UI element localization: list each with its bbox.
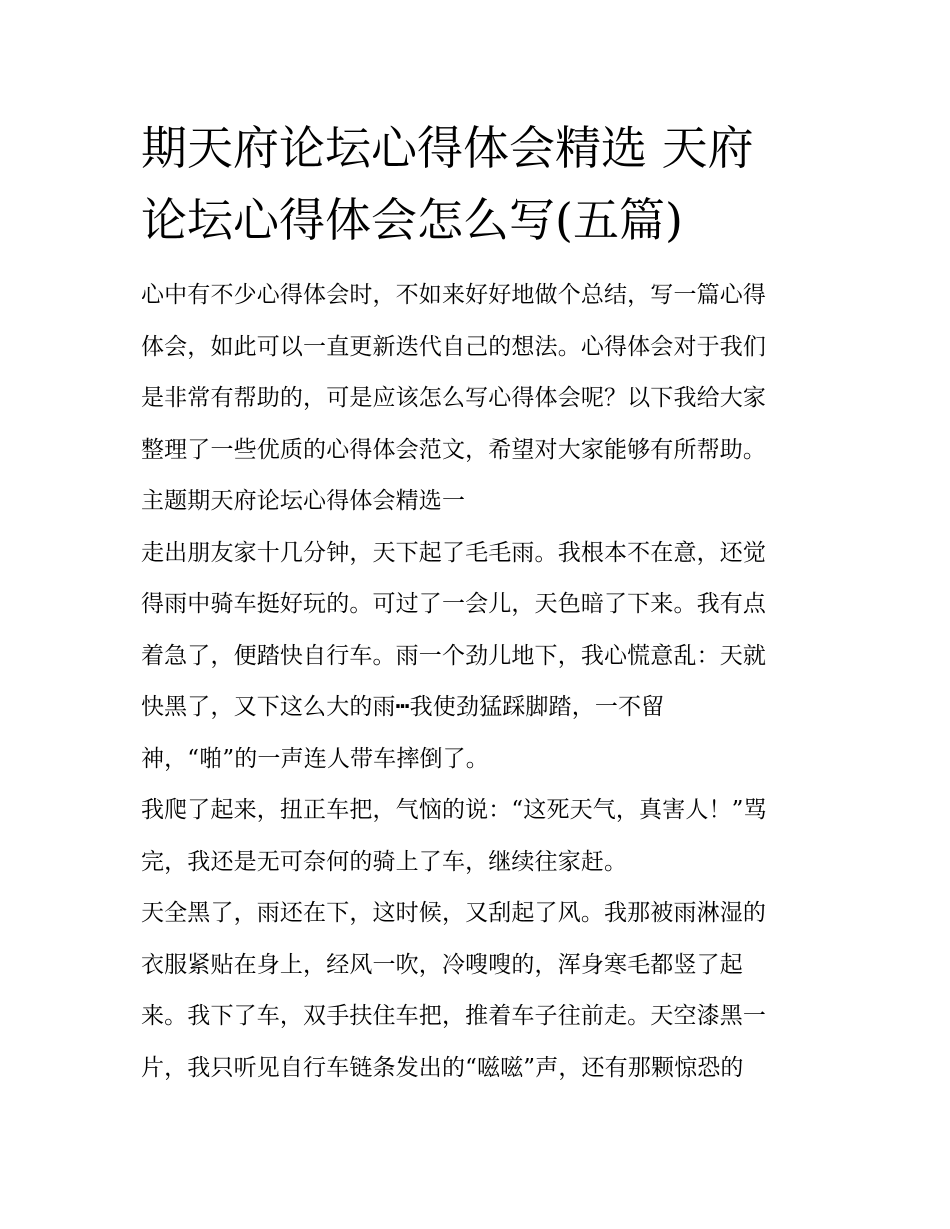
document-content [141, 112, 813, 1094]
body-line: 着急了，便踏快自行车。雨一个劲儿地下，我心慌意乱：天就 [141, 642, 767, 669]
body-line: 走出朋友家十几分钟，天下起了毛毛雨。我根本不在意，还觉 [141, 539, 767, 566]
body-line: 来。我下了车，双手扶住车把，推着车子往前走。天空漆黑一 [141, 1003, 767, 1029]
body-line: 整理了一些优质的心得体会范文，希望对大家能够有所帮助。 [141, 436, 767, 463]
body-line: 天全黑了，雨还在下，这时候，又刮起了风。我那被雨淋湿的 [141, 900, 767, 926]
body-line: 片，我只听见自行车链条发出的“嗞嗞”声，还有那颗惊恐的 [141, 1054, 744, 1081]
body-line: 衣服紧贴在身上，经风一吹，冷嗖嗖的，浑身寒毛都竖了起 [141, 951, 743, 978]
body-line: 快黑了，又下这么大的雨┅我使劲猛踩脚踏，一不留 [141, 694, 665, 720]
document-title [141, 112, 813, 256]
body-line: 心中有不少心得体会时，不如来好好地做个总结，写一篇心得 [141, 282, 767, 308]
body-line: 神，“啪”的一声连人带车摔倒了。 [141, 745, 489, 772]
document-body [141, 270, 813, 1094]
title-line: 论坛心得体会怎么写(五篇) [141, 193, 683, 247]
title-line: 期天府论坛心得体会精选 天府 [141, 121, 754, 175]
body-line: 完，我还是无可奈何的骑上了车，继续往家赶。 [141, 848, 628, 875]
body-line: 我爬了起来，扭正车把，气恼的说：“这死天气，真害人！”骂 [141, 797, 767, 823]
body-line: 得雨中骑车挺好玩的。可过了一会儿，天色暗了下来。我有点 [141, 591, 767, 617]
body-line: 体会，如此可以一直更新迭代自己的想法。心得体会对于我们 [141, 333, 767, 360]
section-heading: 主题期天府论坛心得体会精选一 [141, 488, 466, 514]
body-line: 是非常有帮助的，可是应该怎么写心得体会呢？以下我给大家 [141, 385, 767, 411]
